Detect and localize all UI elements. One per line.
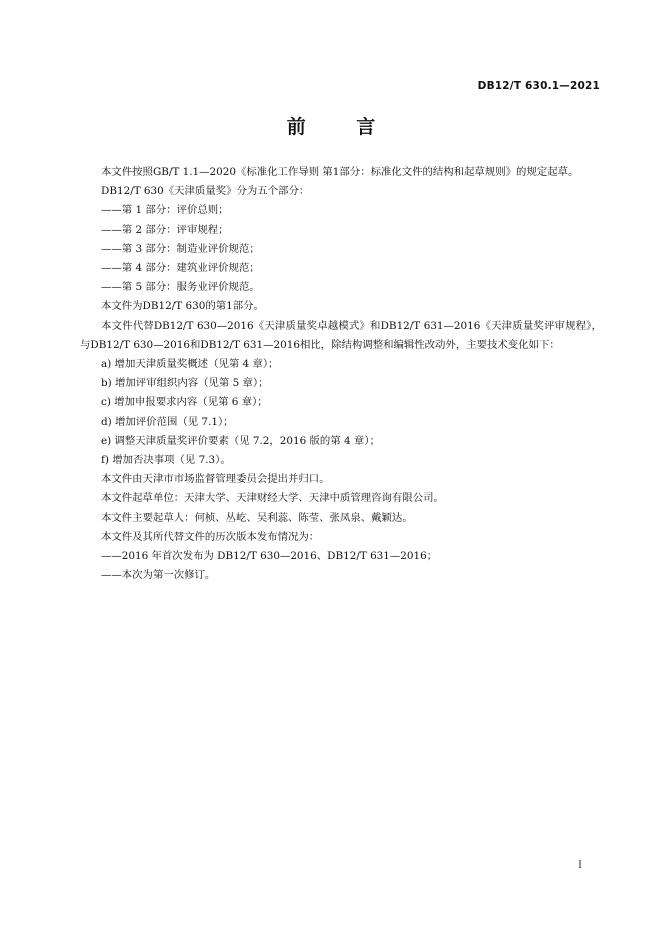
list-item-change-d: d) 增加评价范围（见 7.1）； [101,415,234,428]
list-item-part-5: ——第 5 部分：服务业评价规范。 [101,281,260,294]
page-title: 前 言 [286,116,398,138]
paragraph-parts-intro: DB12/T 630《天津质量奖》分为五个部分： [101,185,310,198]
list-item-part-4: ——第 4 部分：建筑业评价规范； [101,262,260,275]
list-item-history-2016: ——2016 年首次发布为 DB12/T 630—2016、DB12/T 631—2016； [101,550,438,563]
paragraph-replaces: 本文件代替DB12/T 630—2016《天津质量奖卓越模式》和DB12/T 631—2016《天津质量奖评审规程》，与DB12/T 630—2016和DB12/T 631—2016相比，除结构调整和编辑性改动外，主要技术变化如下： [80,319,602,351]
page-number: I [578,860,582,871]
document-code: DB12/T 630.1—2021 [477,80,600,92]
list-item-part-2: ——第 2 部分：评审规程； [101,223,229,236]
list-item-history-revision: ——本次为第一次修订。 [101,569,216,582]
list-item-part-1: ——第 1 部分：评价总则； [101,204,229,217]
paragraph-drafting-units: 本文件起草单位：天津大学、天津财经大学、天津中质管理咨询有限公司。 [101,492,444,505]
paragraph-proposer: 本文件由天津市市场监督管理委员会提出并归口。 [101,473,330,486]
paragraph-drafting-basis: 本文件按照GB/T 1.1—2020《标准化工作导则 第1部分：标准化文件的结构和起草规则》的规定起草。 [101,166,579,178]
list-item-change-c: c) 增加申报要求内容（见第 6 章）； [101,396,268,409]
list-item-change-a: a) 增加天津质量奖概述（见第 4 章）； [101,358,279,371]
paragraph-drafters: 本文件主要起草人：何桢、丛屹、吴利蕊、陈莹、张凤泉、戴颖达。 [101,511,413,524]
paragraph-this-part: 本文件为DB12/T 630的第1部分。 [101,300,264,313]
list-item-part-3: ——第 3 部分：制造业评价规范； [101,242,260,255]
list-item-change-e: e) 调整天津质量奖评价要素（见 7.2，2016 版的第 4 章）； [101,434,380,447]
list-item-change-b: b) 增加评审组织内容（见第 5 章）； [101,377,269,390]
paragraph-history-intro: 本文件及其所代替文件的历次版本发布情况为： [101,530,320,543]
foreword-body [80,163,602,585]
list-item-change-f: f) 增加否决事项（见 7.3）。 [101,454,231,467]
